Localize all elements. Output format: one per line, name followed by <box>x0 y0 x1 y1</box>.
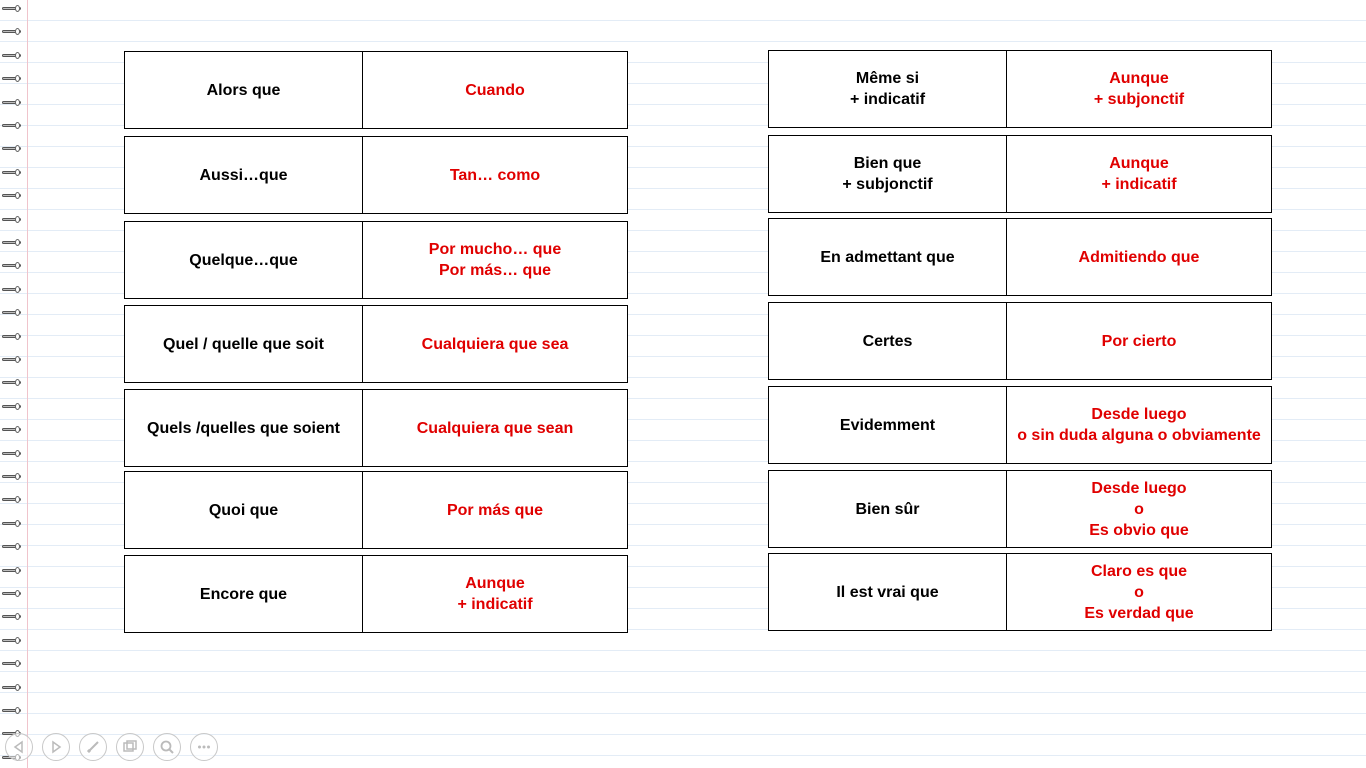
spiral-coil <box>2 402 22 411</box>
slideshow-controls <box>5 733 227 765</box>
spiral-coil <box>2 191 22 200</box>
spanish-translation: Admitiendo que <box>1078 248 1200 266</box>
spiral-coil <box>2 495 22 504</box>
more-options-button[interactable] <box>190 733 218 761</box>
spiral-coil <box>2 706 22 715</box>
french-expression: Il est vrai que <box>769 554 1007 630</box>
spiral-coil <box>2 566 22 575</box>
spiral-hole <box>15 75 20 82</box>
table-row <box>124 305 628 383</box>
table-row <box>768 218 1272 296</box>
spiral-coil <box>2 51 22 60</box>
spanish-translation: Tan… como <box>449 166 541 184</box>
spanish-translation: Cuando <box>465 81 525 99</box>
table-row <box>124 221 628 299</box>
spanish-translation: Aunque + subjonctif <box>1093 70 1185 108</box>
french-expression: Quoi que <box>125 472 363 548</box>
spiral-coil <box>2 332 22 341</box>
spiral-hole <box>15 637 20 644</box>
spiral-hole <box>15 660 20 667</box>
french-expression: Quels /quelles que soient <box>125 390 363 466</box>
french-expression: Encore que <box>125 556 363 632</box>
spanish-translation: Cualquiera que sea <box>421 335 569 353</box>
spiral-hole <box>15 356 20 363</box>
spiral-hole <box>15 613 20 620</box>
spiral-coil <box>2 449 22 458</box>
see-all-slides-button[interactable] <box>116 733 144 761</box>
spiral-hole <box>15 52 20 59</box>
spanish-translation: Aunque + indicatif <box>1101 155 1177 193</box>
spiral-coil <box>2 74 22 83</box>
spiral-coil <box>2 168 22 177</box>
slides-grid-icon <box>122 739 138 755</box>
spiral-hole <box>15 239 20 246</box>
spanish-translation: Por cierto <box>1101 332 1177 350</box>
spiral-hole <box>15 286 20 293</box>
spiral-coil <box>2 683 22 692</box>
spiral-hole <box>15 543 20 550</box>
spiral-hole <box>15 192 20 199</box>
spiral-coil <box>2 4 22 13</box>
previous-slide-button[interactable] <box>5 733 33 761</box>
french-expression: Quelque…que <box>125 222 363 298</box>
arrow-right-icon <box>48 739 64 755</box>
french-expression: Bien que + subjonctif <box>769 136 1007 212</box>
spanish-translation: Por más que <box>446 501 544 519</box>
spiral-hole <box>15 262 20 269</box>
spiral-hole <box>15 145 20 152</box>
spanish-translation: Desde luego o sin duda alguna o obviamente <box>1017 406 1261 444</box>
spiral-hole <box>15 590 20 597</box>
spiral-coil <box>2 425 22 434</box>
spiral-coil <box>2 589 22 598</box>
table-row <box>768 302 1272 380</box>
arrow-left-icon <box>11 739 27 755</box>
spiral-coil <box>2 659 22 668</box>
spiral-hole <box>15 309 20 316</box>
spiral-coil <box>2 542 22 551</box>
ellipsis-icon <box>196 739 212 755</box>
pen-tool-button[interactable] <box>79 733 107 761</box>
table-row <box>768 553 1272 631</box>
spanish-translation: Aunque + indicatif <box>457 575 533 613</box>
spiral-coil <box>2 285 22 294</box>
zoom-button[interactable] <box>153 733 181 761</box>
spiral-coil <box>2 355 22 364</box>
spiral-hole <box>15 707 20 714</box>
spiral-hole <box>15 5 20 12</box>
spiral-hole <box>15 520 20 527</box>
spiral-hole <box>15 379 20 386</box>
spiral-coil <box>2 27 22 36</box>
spiral-hole <box>15 28 20 35</box>
table-row <box>124 389 628 467</box>
spiral-coil <box>2 378 22 387</box>
notebook-margin-line <box>27 0 28 768</box>
french-expression: Alors que <box>125 52 363 128</box>
spiral-coil <box>2 144 22 153</box>
spiral-hole <box>15 216 20 223</box>
table-row <box>768 50 1272 128</box>
spanish-translation: Por mucho… que Por más… que <box>428 241 562 279</box>
spiral-hole <box>15 403 20 410</box>
french-expression: Evidemment <box>769 387 1007 463</box>
spanish-translation: Claro es que o Es verdad que <box>1084 562 1194 622</box>
table-row <box>124 555 628 633</box>
spiral-coil <box>2 238 22 247</box>
spiral-coil <box>2 519 22 528</box>
spiral-coil <box>2 261 22 270</box>
spiral-hole <box>15 99 20 106</box>
spiral-hole <box>15 496 20 503</box>
table-row <box>124 471 628 549</box>
spiral-coil <box>2 612 22 621</box>
french-expression: Certes <box>769 303 1007 379</box>
table-row <box>768 135 1272 213</box>
spiral-hole <box>15 333 20 340</box>
spiral-hole <box>15 567 20 574</box>
pen-icon <box>85 739 101 755</box>
french-expression: Aussi…que <box>125 137 363 213</box>
spiral-hole <box>15 473 20 480</box>
spanish-translation: Cualquiera que sean <box>416 419 574 437</box>
french-expression: Même si + indicatif <box>769 51 1007 127</box>
spiral-hole <box>15 450 20 457</box>
spiral-coil <box>2 215 22 224</box>
spiral-coil <box>2 636 22 645</box>
spiral-hole <box>15 684 20 691</box>
french-expression: Bien sûr <box>769 471 1007 547</box>
spiral-coil <box>2 121 22 130</box>
table-row <box>124 136 628 214</box>
spiral-coil <box>2 98 22 107</box>
spiral-hole <box>15 122 20 129</box>
magnifier-icon <box>159 739 175 755</box>
table-row <box>768 470 1272 548</box>
table-row <box>768 386 1272 464</box>
spiral-coil <box>2 472 22 481</box>
spiral-hole <box>15 426 20 433</box>
table-row <box>124 51 628 129</box>
french-expression: En admettant que <box>769 219 1007 295</box>
spanish-translation: Desde luego o Es obvio que <box>1089 479 1189 539</box>
next-slide-button[interactable] <box>42 733 70 761</box>
spiral-coil <box>2 308 22 317</box>
french-expression: Quel / quelle que soit <box>125 306 363 382</box>
notebook-spiral-binding <box>0 0 26 768</box>
spiral-hole <box>15 169 20 176</box>
